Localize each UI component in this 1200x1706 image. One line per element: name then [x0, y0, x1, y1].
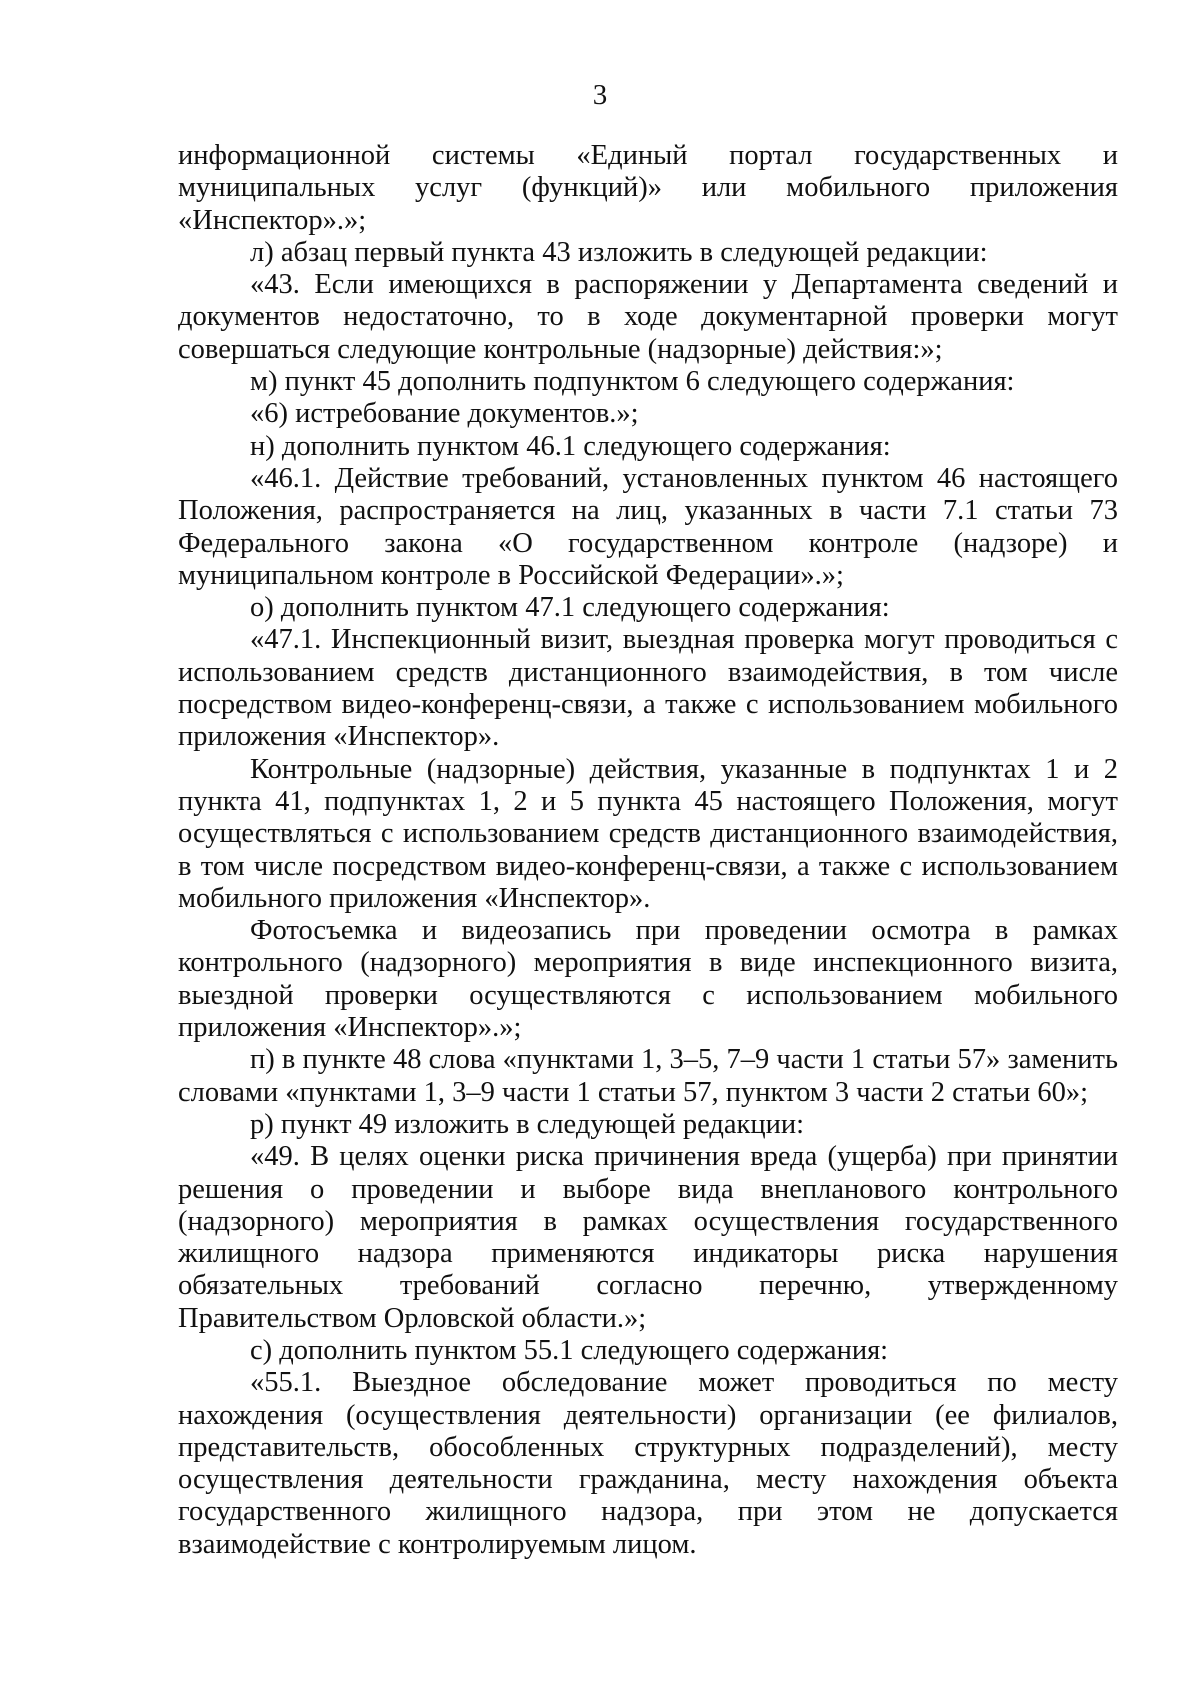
- paragraph-continuation: информационной системы «Единый портал государственных и муниципальных услуг (функций)» или мобильного приложения «Инспектор».»;: [178, 140, 1118, 236]
- paragraph-quote-46-1: «46.1. Действие требований, установленных пунктом 46 настоящего Положения, распространяется на лиц, указанных в части 7.1 статьи 73 Федерального закона «О государственном контроле (надзоре) и муниципальном контроле в Российской Федерации».»;: [178, 462, 1118, 591]
- paragraph-item-o: о) дополнить пунктом 47.1 следующего содержания:: [250, 592, 890, 624]
- page-number: 3: [592, 79, 608, 111]
- paragraph-item-n: н) дополнить пунктом 46.1 следующего содержания:: [250, 430, 891, 462]
- paragraph-quote-6: «6) истребование документов.»;: [250, 398, 639, 430]
- paragraph-item-s: с) дополнить пунктом 55.1 следующего содержания:: [250, 1334, 889, 1366]
- paragraph-quote-43: «43. Если имеющихся в распоряжении у Департамента сведений и документов недостаточно, то в ходе документарной проверки могут совершаться следующие контрольные (надзорные) действия:»;: [178, 269, 1118, 365]
- paragraph-control-actions: Контрольные (надзорные) действия, указанные в подпунктах 1 и 2 пункта 41, подпунктах 1, 2 и 5 пункта 45 настоящего Положения, могут осуществляться с использованием средств дистанционного взаимодействия, в том числе посредством видео-конференц-связи, а также с использованием мобильного приложения «Инспектор».: [178, 753, 1118, 914]
- paragraph-item-m: м) пункт 45 дополнить подпунктом 6 следующего содержания:: [250, 366, 1015, 398]
- paragraph-quote-47-1: «47.1. Инспекционный визит, выездная проверка могут проводиться с использованием средств дистанционного взаимодействия, в том числе посредством видео-конференц-связи, а также с использованием мобильного приложения «Инспектор».: [178, 624, 1118, 753]
- paragraph-item-r: р) пункт 49 изложить в следующей редакции:: [250, 1108, 805, 1140]
- document-body: [178, 140, 1118, 1561]
- paragraph-item-p: п) в пункте 48 слова «пунктами 1, 3–5, 7–9 части 1 статьи 57» заменить словами «пунктами 1, 3–9 части 1 статьи 57, пунктом 3 части 2 статьи 60»;: [178, 1044, 1118, 1108]
- paragraph-photo-video: Фотосъемка и видеозапись при проведении осмотра в рамках контрольного (надзорного) мероприятия в виде инспекционного визита, выездной проверки осуществляются с использованием мобильного приложения «Инспектор».»;: [178, 915, 1118, 1044]
- paragraph-item-l: л) абзац первый пункта 43 изложить в следующей редакции:: [250, 236, 988, 268]
- paragraph-quote-49: «49. В целях оценки риска причинения вреда (ущерба) при принятии решения о проведении и выборе вида внепланового контрольного (надзорного) мероприятия в рамках осуществления государственного жилищного надзора применяются индикаторы риска нарушения обязательных требований согласно перечню, утвержденному Правительством Орловской области.»;: [178, 1141, 1118, 1334]
- paragraph-quote-55-1: «55.1. Выездное обследование может проводиться по месту нахождения (осуществления деятельности) организации (ее филиалов, представительств, обособленных структурных подразделений), месту осуществления деятельности гражданина, месту нахождения объекта государственного жилищного надзора, при этом не допускается взаимодействие с контролируемым лицом.: [178, 1367, 1118, 1560]
